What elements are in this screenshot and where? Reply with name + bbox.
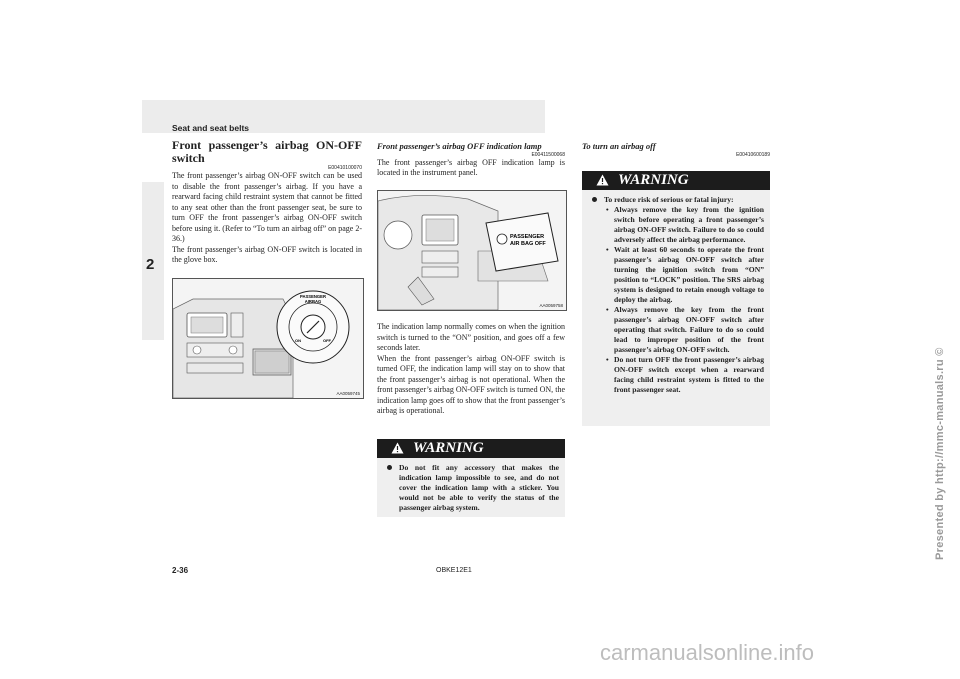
warning-box <box>377 439 565 517</box>
column-1 <box>172 139 362 266</box>
warning-triangle-icon <box>391 442 404 454</box>
list-item: • Always remove the key from the ignition switch before operating a front passenger’s airbag ON-OFF switch. Failure to do so could adversely affect the airbag performance. <box>604 205 764 245</box>
bullet-icon <box>387 465 392 470</box>
glovebox-figure <box>172 278 364 399</box>
lamp-label: AIR BAG OFF <box>510 241 546 247</box>
body-paragraph: When the front passenger’s airbag ON-OFF switch is turned OFF, the indication lamp will stay on to show that the front passenger’s airbag is not operational. When the front passenger’s airbag ON-OFF switch is turned ON, the indication lamp goes off to show that the front passenger’s airbag is operational. <box>377 353 565 415</box>
figure-code: AA0059745 <box>336 391 360 396</box>
section-code: E00410100070 <box>328 165 362 171</box>
site-logo: carmanualsonline.info <box>600 640 815 665</box>
instrument-panel-illustration <box>378 191 566 310</box>
switch-on-label: ON <box>295 338 301 343</box>
section-title: Seat and seat belts <box>172 123 250 133</box>
warning-item: Do not fit any accessory that makes the indication lamp impossible to see, and do not cover the indication lamp with a sticker. You would not be able to verify the status of the passenger airbag system. <box>385 463 559 513</box>
figure-code: AA0059758 <box>539 303 563 308</box>
dashboard-illustration <box>173 279 363 398</box>
body-paragraph: The front passenger’s airbag ON-OFF switch can be used to disable the front passenger’s airbag. If you have a rearward facing child restraint system that cannot be fitted to any seat other than the front passenger seat, be sure to turn OFF the front passenger’s airbag ON-OFF switch before using it. (Refer to “To turn an airbag off” on page 2-36.) <box>172 171 362 243</box>
body-paragraph: The front passenger’s airbag ON-OFF switch is located in the glove box. <box>172 244 362 264</box>
warning-title: WARNING <box>413 440 484 456</box>
document-code: OBKE12E1 <box>436 567 472 574</box>
warning-title: WARNING <box>618 172 689 188</box>
column-2-lower <box>377 322 565 417</box>
page-number: 2-36 <box>172 566 189 575</box>
warning-sub-list <box>604 205 764 395</box>
instrument-panel-figure <box>377 190 567 311</box>
warning-intro: To reduce risk of serious or fatal injury: <box>604 195 734 204</box>
section-code: E00411500068 <box>531 151 565 158</box>
column-2 <box>377 141 565 179</box>
list-item: • Wait at least 60 seconds to operate the front passenger’s airbag ON-OFF switch after turning the ignition switch from “ON” position to “LOCK” position. The SRS airbag system is designed to retain enough voltage to deploy the airbag. <box>604 245 764 305</box>
warning-item <box>590 195 764 395</box>
list-item: • Always remove the key from the front passenger’s airbag ON-OFF switch after operating that switch. Failure to do so could lead to improper position of the front passenger’s airbag ON-OFF switch. <box>604 305 764 355</box>
warning-box <box>582 171 770 426</box>
airbag-switch-heading: Front passenger’s airbag ON-OFF switch <box>172 138 362 165</box>
turn-airbag-off-heading: To turn an airbag off <box>582 141 656 151</box>
warning-triangle-icon <box>596 174 609 186</box>
chapter-number: 2 <box>146 256 155 273</box>
body-paragraph: The front passenger’s airbag OFF indication lamp is located in the instrument panel. <box>377 157 565 177</box>
indication-lamp-heading: Front passenger’s airbag OFF indication lamp <box>377 141 542 151</box>
switch-off-label: OFF <box>323 338 331 343</box>
bullet-icon <box>592 197 597 202</box>
switch-label: PASSENGER <box>300 294 326 299</box>
warning-bar <box>582 171 770 190</box>
column-3 <box>582 141 770 158</box>
section-code: E00410600189 <box>736 151 770 158</box>
list-item: • Do not turn OFF the front passenger’s airbag ON-OFF switch except when a rearward facing child restraint system is fitted to the front passenger seat. <box>604 355 764 395</box>
switch-label: AIRBAG <box>304 299 322 304</box>
body-paragraph: The indication lamp normally comes on when the ignition switch is turned to the “ON” position, and goes off a few seconds later. <box>377 322 565 352</box>
watermark: Presented by http://mmc-manuals.ru © <box>934 347 946 560</box>
warning-bar <box>377 439 565 458</box>
lamp-label: PASSENGER <box>510 234 545 240</box>
